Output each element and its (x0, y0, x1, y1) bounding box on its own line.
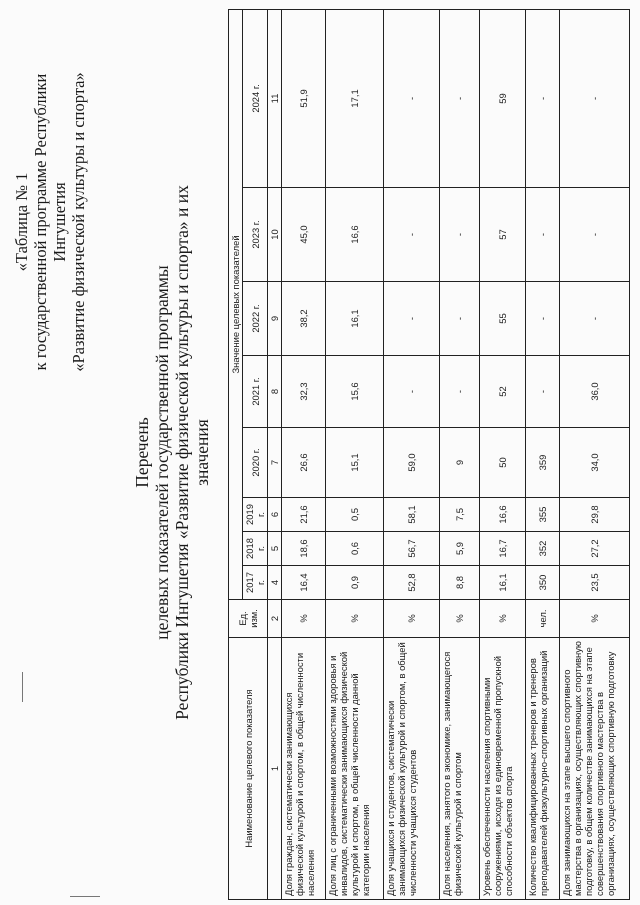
year-header: 2024 г. (243, 9, 268, 187)
indicator-value: - (560, 282, 630, 356)
col-name-header: Наименование целевого показателя (229, 638, 268, 900)
indicator-value: 52 (480, 356, 526, 428)
document-title-block (132, 150, 212, 755)
indicator-value: - (560, 9, 630, 187)
indicator-value: 32,3 (282, 356, 326, 428)
indicator-value: 55 (480, 282, 526, 356)
indicator-value: 352 (526, 532, 560, 566)
indicator-value: 0,6 (326, 532, 384, 566)
year-header: 2019 г. (243, 498, 268, 532)
indicator-value: 16,1 (480, 566, 526, 600)
indicator-value: 16,7 (480, 532, 526, 566)
indicator-value: 59,0 (384, 428, 440, 498)
indicator-unit: % (480, 600, 526, 638)
indicator-value: 51,9 (282, 9, 326, 187)
indicator-value: - (384, 9, 440, 187)
indicator-value: - (440, 9, 480, 187)
indicator-value: 350 (526, 566, 560, 600)
program-name: «Развитие физической культуры и спорта» (69, 72, 88, 372)
indicator-value: 38,2 (282, 282, 326, 356)
indicator-value: 58,1 (384, 498, 440, 532)
indicator-value: 45,0 (282, 188, 326, 282)
year-header: 2018 г. (243, 532, 268, 566)
table-header-row-1 (229, 9, 243, 899)
indicator-name: Доля учащихся и студентов, систематически занимающихся физической культурой и спортом, в общей численности учащихся студентов (384, 638, 440, 900)
indicator-value: 27,2 (560, 532, 630, 566)
indicator-value: 57 (480, 188, 526, 282)
indicator-name: Доля населения, занятого в экономике, занимающегося физической культурой и спортом (440, 638, 480, 900)
scan-mark (22, 672, 23, 702)
indicator-value: 23,5 (560, 566, 630, 600)
indicator-value: - (526, 356, 560, 428)
indicator-name: Уровень обеспеченности населения спортивными сооружениями, исходя из единовременной пропускной способности объектов спорта (480, 638, 526, 900)
indicator-value: - (526, 188, 560, 282)
indicator-value: 16,6 (480, 498, 526, 532)
indicator-value: 359 (526, 428, 560, 498)
table-row (440, 9, 480, 899)
indicator-value: - (384, 356, 440, 428)
indicator-value: 52,8 (384, 566, 440, 600)
indicator-value: 18,6 (282, 532, 326, 566)
indicator-value: 355 (526, 498, 560, 532)
indicator-value: 15,6 (326, 356, 384, 428)
indicator-unit: чел. (526, 600, 560, 638)
col-number: 6 (268, 498, 282, 532)
col-number: 8 (268, 356, 282, 428)
col-number: 4 (268, 566, 282, 600)
indicator-value: - (526, 9, 560, 187)
indicator-value: - (560, 188, 630, 282)
scan-mark (70, 896, 100, 897)
indicator-value: 0,9 (326, 566, 384, 600)
indicator-value: 16,4 (282, 566, 326, 600)
column-number-row (268, 9, 282, 899)
indicator-value: 7,5 (440, 498, 480, 532)
values-group-header: Значение целевых показателей (229, 9, 243, 599)
indicator-value: 16,1 (326, 282, 384, 356)
indicator-value: - (384, 282, 440, 356)
document-subtitle-2: Республики Ингушетия «Развитие физической культуры и спорта» и их значения (172, 185, 212, 720)
document-subtitle-1: целевых показателей государственной программы (152, 265, 172, 640)
table-ref: «Таблица № 1 (12, 172, 31, 272)
indicator-value: 8,8 (440, 566, 480, 600)
indicator-value: 9 (440, 428, 480, 498)
indicator-name: Доля занимающихся на этапе высшего спортивного мастерства в организациях, осуществляющих спортивную подготовку, в общем количестве занимающихся на этапе совершенствования спортивного мастерства в организациях, осуществляющих спортивную подготовку (560, 638, 630, 900)
indicator-value: 56,7 (384, 532, 440, 566)
col-number: 10 (268, 188, 282, 282)
year-header: 2020 г. (243, 428, 268, 498)
table-row (560, 9, 630, 899)
indicator-value: 34,0 (560, 428, 630, 498)
indicator-unit: % (384, 600, 440, 638)
table-row (282, 9, 326, 899)
indicator-name: Доля лиц с ограниченными возможностями здоровья и инвалидов, систематически занимающихся физической культурой и спортом, в общей численности данной категории населения (326, 638, 384, 900)
indicator-value: 0,5 (326, 498, 384, 532)
col-number: 9 (268, 282, 282, 356)
indicator-value: - (384, 188, 440, 282)
indicator-value: 5,9 (440, 532, 480, 566)
indicator-name: Доля граждан, систематически занимающихся физической культурой и спортом, в общей численности населения (282, 638, 326, 900)
document-title: Перечень (132, 417, 152, 488)
indicator-unit: % (326, 600, 384, 638)
indicator-unit: % (560, 600, 630, 638)
table-row (384, 9, 440, 899)
document-reference (12, 42, 88, 402)
col-number: 11 (268, 9, 282, 187)
col-unit-header: Ед. изм. (229, 600, 268, 638)
indicator-value: - (440, 356, 480, 428)
indicator-value: 15,1 (326, 428, 384, 498)
program-ref: к государственной программе Республики Ингушетия (31, 73, 69, 371)
indicator-value: 17,1 (326, 9, 384, 187)
year-header: 2023 г. (243, 188, 268, 282)
indicator-name: Количество квалифицированных тренеров и тренеров преподавателей физкультурно-спортивных организаций (526, 638, 560, 900)
indicator-value: - (440, 188, 480, 282)
table-row (526, 9, 560, 899)
indicator-value: - (440, 282, 480, 356)
year-header: 2022 г. (243, 282, 268, 356)
indicator-value: 36,0 (560, 356, 630, 428)
indicator-value: 26,6 (282, 428, 326, 498)
indicator-value: 16,6 (326, 188, 384, 282)
indicator-value: 29,8 (560, 498, 630, 532)
indicators-table (228, 9, 630, 900)
year-header: 2017 г. (243, 566, 268, 600)
col-number: 1 (268, 638, 282, 900)
indicator-unit: % (440, 600, 480, 638)
indicator-value: - (526, 282, 560, 356)
year-header: 2021 г. (243, 356, 268, 428)
col-number: 5 (268, 532, 282, 566)
indicator-value: 59 (480, 9, 526, 187)
indicator-value: 50 (480, 428, 526, 498)
col-number: 2 (268, 600, 282, 638)
table-row (326, 9, 384, 899)
indicator-value: 21,6 (282, 498, 326, 532)
col-number: 7 (268, 428, 282, 498)
table-row (480, 9, 526, 899)
indicator-unit: % (282, 600, 326, 638)
